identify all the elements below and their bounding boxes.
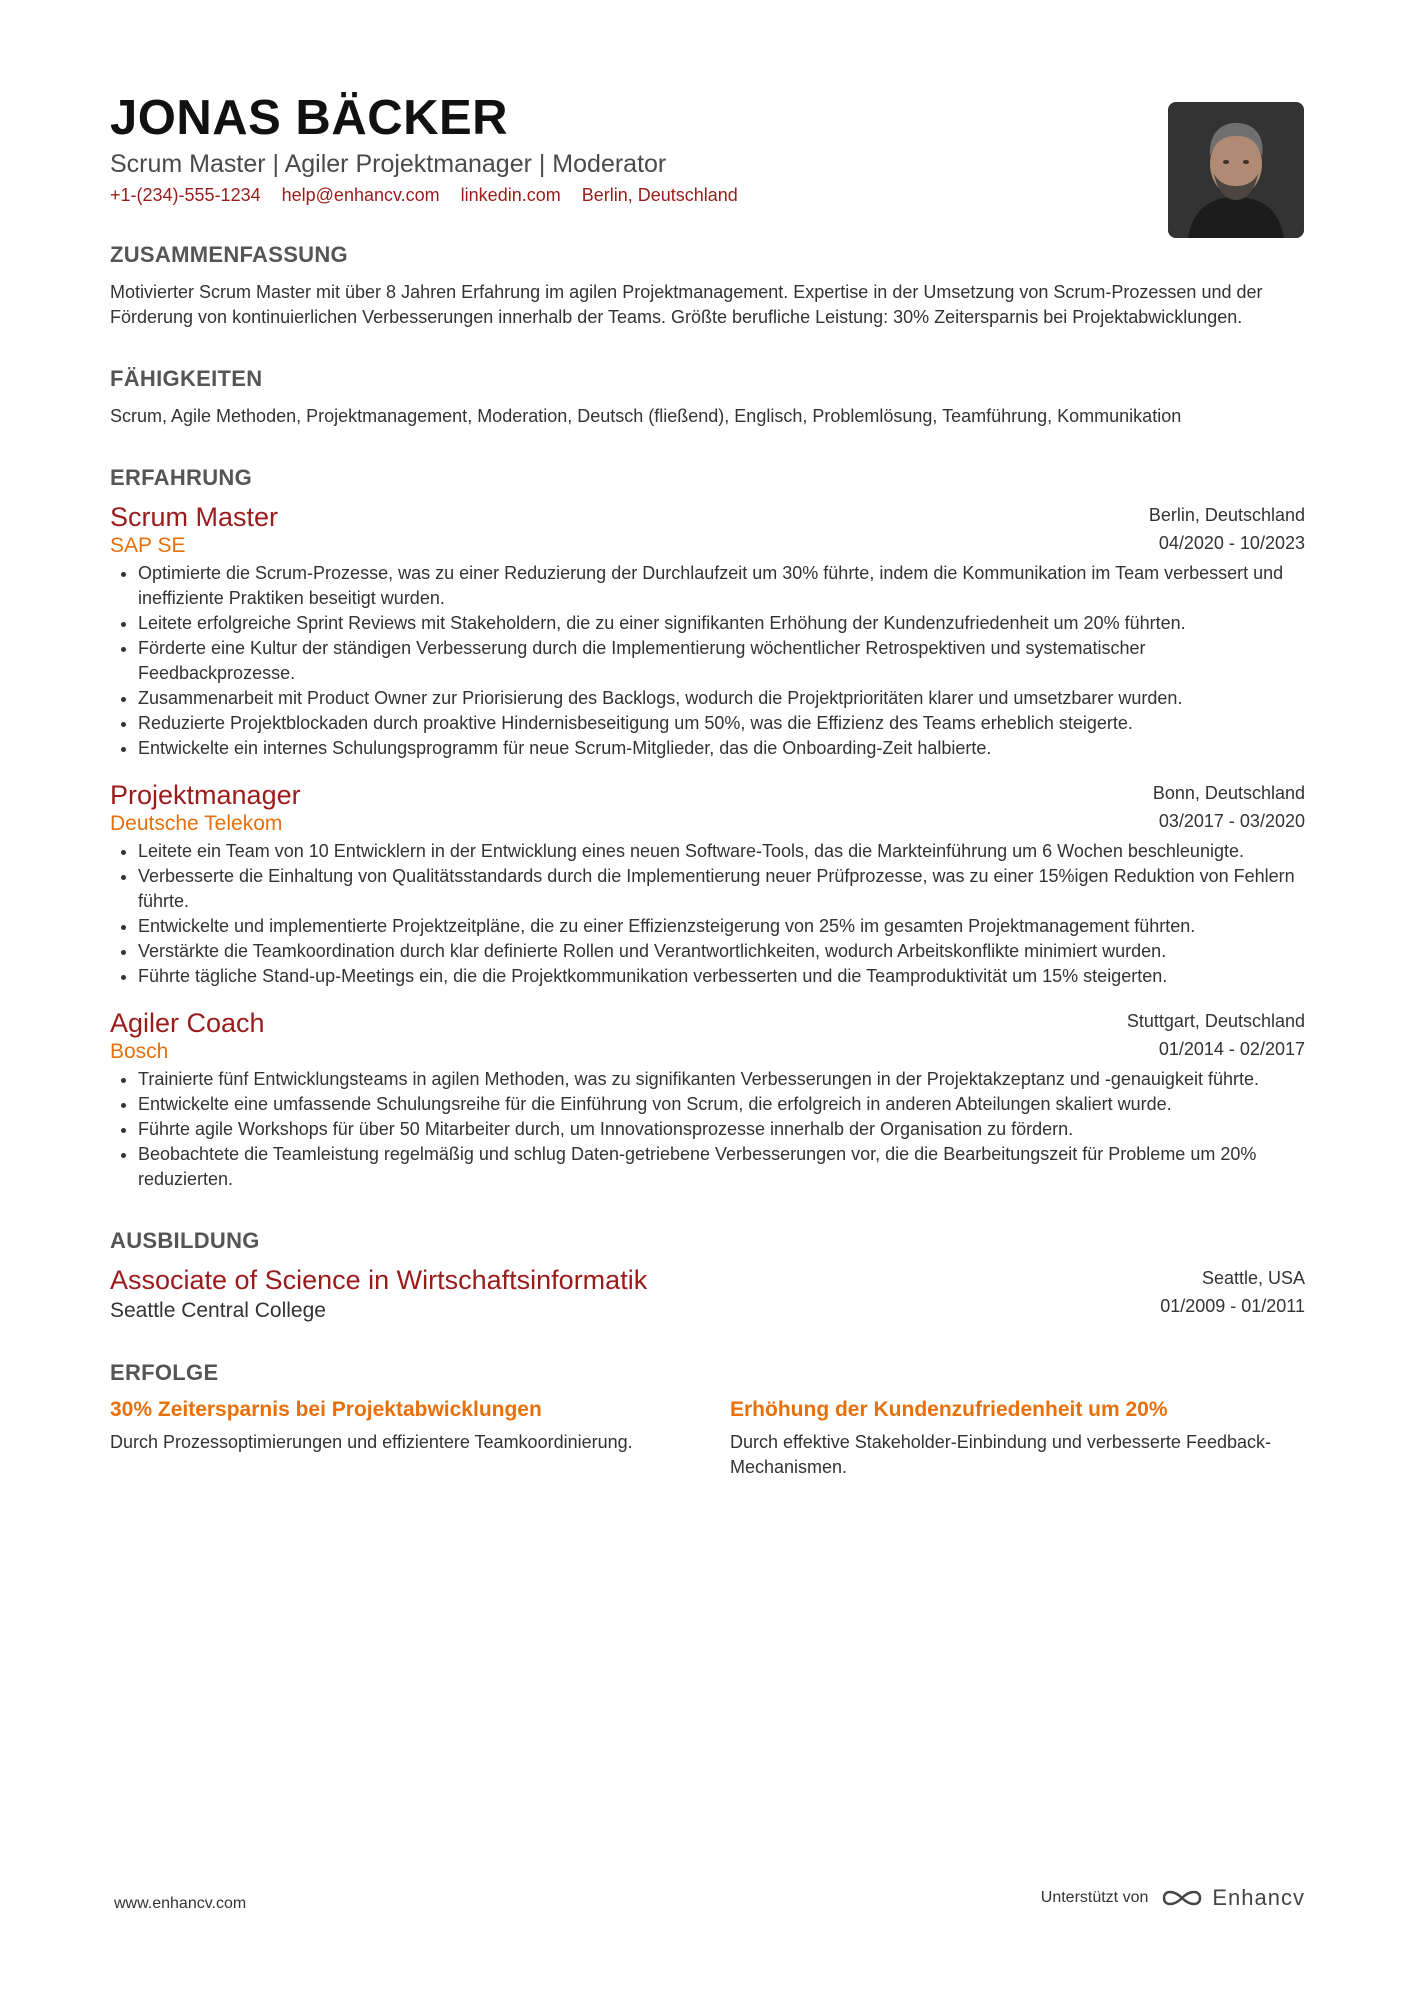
bullet-item: • Führte tägliche Stand-up-Meetings ein, die die Projektkommunikation verbesserten und die Teamproduktivität um 15% steigerten. [138, 964, 1305, 989]
email-link[interactable]: help@enhancv.com [281, 184, 440, 205]
job-company: SAP SE [110, 533, 186, 557]
job-company: Deutsche Telekom [110, 811, 283, 835]
resume-page [110, 92, 1305, 1480]
bullet-item: • Entwickelte ein internes Schulungsprogramm für neue Scrum-Mitglieder, das die Onboarding-Zeit halbierte. [138, 736, 1305, 761]
degree-title: Associate of Science in Wirtschaftsinformatik [110, 1264, 648, 1295]
powered-by-text: Unterstützt von [1040, 1889, 1149, 1906]
job-company: Bosch [110, 1039, 169, 1063]
experience-section [110, 465, 1305, 1192]
job-dates: 03/2017 - 03/2020 [1158, 810, 1305, 831]
job-location: Stuttgart, Deutschland [1126, 1010, 1305, 1031]
achievement-text: Durch Prozessoptimierungen und effizientere Teamkoordinierung. [110, 1431, 633, 1452]
location-text: Berlin, Deutschland [581, 184, 738, 205]
job-bullets [110, 561, 1305, 761]
education-entry [110, 1264, 1305, 1324]
skills-section [110, 366, 1305, 429]
job-location: Berlin, Deutschland [1148, 504, 1305, 525]
bullet-item: • Verstärkte die Teamkoordination durch klar definierte Rollen und Verantwortlichkeiten, wodurch Arbeitskonflikte minimiert wurden. [138, 939, 1305, 964]
bullet-item: • Leitete erfolgreiche Sprint Reviews mit Stakeholdern, die zu einer signifikanten Erhöhung der Kundenzufriedenheit um 20% führten. [138, 611, 1305, 636]
contact-line [110, 185, 1305, 206]
achievements-heading: ERFOLGE [110, 1359, 219, 1385]
summary-section [110, 242, 1305, 330]
job-entry [110, 1007, 1305, 1192]
bullet-item: • Beobachtete die Teamleistung regelmäßig und schlug Daten-getriebene Verbesserungen vor, die die Bearbeitungszeit für Probleme um 20% reduzierten. [138, 1142, 1305, 1192]
bullet-item: • Leitete ein Team von 10 Entwicklern in der Entwicklung eines neuen Software-Tools, das die Markteinführung um 6 Wochen beschleunigte. [138, 839, 1305, 864]
achievement-item [730, 1398, 1290, 1480]
enhancv-logo-icon [1160, 1886, 1204, 1910]
achievement-item [110, 1398, 670, 1480]
bullet-item: • Trainierte fünf Entwicklungsteams in agilen Methoden, was zu signifikanten Verbesserungen in der Projektakzeptanz und -genauigkeit führte. [138, 1067, 1305, 1092]
job-dates: 01/2014 - 02/2017 [1158, 1038, 1305, 1059]
achievement-title: Erhöhung der Kundenzufriedenheit um 20% [730, 1397, 1168, 1421]
linkedin-link[interactable]: linkedin.com [460, 184, 561, 205]
skills-text: Scrum, Agile Methoden, Projektmanagement, Moderation, Deutsch (fließend), Englisch, Problemlösung, Teamführung, Kommunikation [110, 405, 1182, 426]
achievement-title: 30% Zeitersparnis bei Projektabwicklungen [110, 1397, 542, 1421]
job-bullets [110, 839, 1305, 989]
candidate-name: JONAS BÄCKER [110, 91, 509, 145]
bullet-item: • Verbesserte die Einhaltung von Qualitätsstandards durch die Implementierung neuer Prüfprozesse, was zu einer 15%igen Reduktion von Fehlern führte. [138, 864, 1305, 914]
education-section [110, 1228, 1305, 1324]
bullet-item: • Entwickelte eine umfassende Schulungsreihe für die Einführung von Scrum, die erfolgreich in anderen Abteilungen skaliert wurde. [138, 1092, 1305, 1117]
job-title: Projektmanager [110, 779, 301, 810]
footer-branding [1041, 1885, 1305, 1911]
footer-website[interactable]: www.enhancv.com [114, 1895, 247, 1912]
education-heading: AUSBILDUNG [110, 1227, 260, 1253]
summary-text: Motivierter Scrum Master mit über 8 Jahren Erfahrung im agilen Projektmanagement. Expertise in der Umsetzung von Scrum-Prozessen und der Förderung von kontinuierlichen Verbesserungen innerhalb der Teams. Größte berufliche Leistung: 30% Zeitersparnis bei Projektabwicklungen. [110, 281, 1263, 327]
bullet-item: • Förderte eine Kultur der ständigen Verbesserung durch die Implementierung wöchentlicher Retrospektiven und systematischer Feedbackprozesse. [138, 636, 1305, 686]
education-location: Seattle, USA [1201, 1267, 1305, 1288]
candidate-subtitle: Scrum Master | Agiler Projektmanager | Moderator [110, 149, 667, 178]
job-location: Bonn, Deutschland [1152, 782, 1305, 803]
experience-heading: ERFAHRUNG [110, 464, 253, 490]
job-dates: 04/2020 - 10/2023 [1158, 532, 1305, 553]
brand-name: Enhancv [1212, 1885, 1305, 1910]
job-bullets [110, 1067, 1305, 1192]
bullet-item: • Führte agile Workshops für über 50 Mitarbeiter durch, um Innovationsprozesse innerhalb der Organisation zu fördern. [138, 1117, 1305, 1142]
achievement-text: Durch effektive Stakeholder-Einbindung und verbesserte Feedback-Mechanismen. [730, 1431, 1271, 1477]
summary-heading: ZUSAMMENFASSUNG [110, 241, 348, 267]
bullet-item: • Optimierte die Scrum-Prozesse, was zu einer Reduzierung der Durchlaufzeit um 30% führte, indem die Kommunikation im Team verbessert und ineffiziente Praktiken beseitigt wurden. [138, 561, 1305, 611]
skills-heading: FÄHIGKEITEN [110, 365, 263, 391]
bullet-item: • Entwickelte und implementierte Projektzeitpläne, die zu einer Effizienzsteigerung von 25% im gesamten Projektmanagement führten. [138, 914, 1305, 939]
school-name: Seattle Central College [110, 1298, 326, 1322]
bullet-item: • Zusammenarbeit mit Product Owner zur Priorisierung des Backlogs, wodurch die Projektprioritäten klarer und umsetzbarer wurden. [138, 686, 1305, 711]
phone-link[interactable]: +1-(234)-555-1234 [110, 184, 261, 205]
job-title: Scrum Master [110, 501, 279, 532]
bullet-item: • Reduzierte Projektblockaden durch proaktive Hindernisbeseitigung um 50%, was die Effizienz des Teams erheblich steigerte. [138, 711, 1305, 736]
job-title: Agiler Coach [110, 1007, 265, 1038]
profile-photo-graphic [1168, 102, 1304, 238]
job-entry [110, 501, 1305, 761]
job-entry [110, 779, 1305, 989]
education-dates: 01/2009 - 01/2011 [1160, 1295, 1305, 1316]
profile-photo [1168, 102, 1304, 238]
achievements-section [110, 1360, 1305, 1480]
